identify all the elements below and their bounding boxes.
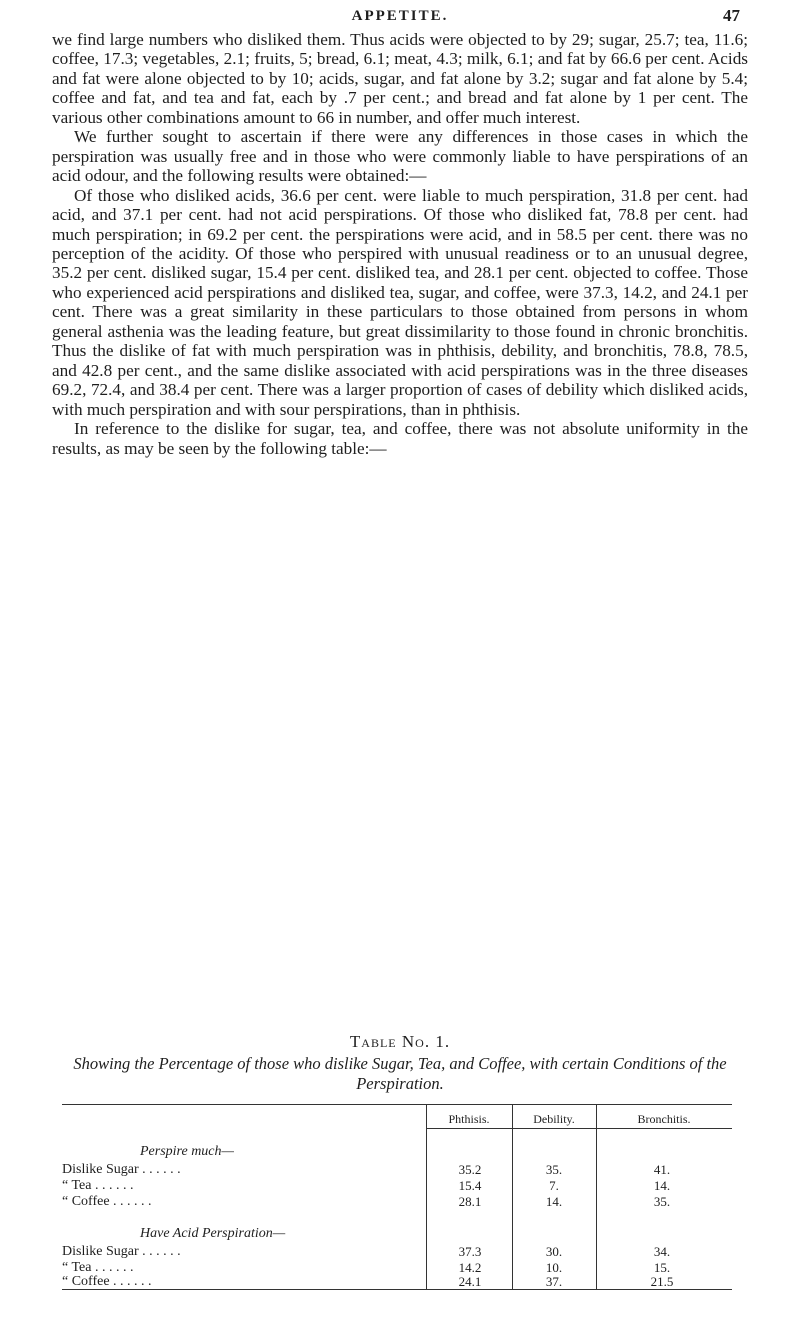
table-cell: 21.5 xyxy=(650,1274,674,1289)
table-title: Table No. 1. xyxy=(349,1032,451,1051)
row-label: “ Coffee . . . . . . xyxy=(62,1194,152,1209)
table-cell: 35.2 xyxy=(458,1162,482,1177)
table-cell: 15.4 xyxy=(458,1178,482,1193)
column-divider xyxy=(426,1104,427,1290)
row-label: Dislike Sugar . . . . . . xyxy=(62,1162,181,1177)
row-label: Dislike Sugar . . . . . . xyxy=(62,1244,181,1259)
column-header-phthisis: Phthisis. xyxy=(448,1112,490,1126)
page-number: 47 xyxy=(723,6,740,25)
table-cell: 35. xyxy=(653,1194,671,1209)
table-cell: 30. xyxy=(545,1244,563,1259)
row-label: “ Tea . . . . . . xyxy=(62,1178,134,1193)
paragraph: In reference to the dislike for sugar, tea, and coffee, there was not absolute uniformity in the results, as may be seen by the following table:— xyxy=(52,419,748,458)
paragraph: We further sought to ascertain if there were any differences in those cases in which the perspiration was usually free and in those who were commonly liable to have perspirations of an acid odour, and the following results were obtained:— xyxy=(52,127,748,186)
percentage-table xyxy=(62,1104,732,1290)
row-label: “ Tea . . . . . . xyxy=(62,1260,134,1275)
table-caption: Showing the Percentage of those who dislike Sugar, Tea, and Coffee, with certain Conditions of the Perspiration. xyxy=(73,1054,727,1093)
table-cell: 34. xyxy=(653,1244,671,1259)
table-top-rule xyxy=(62,1104,732,1105)
table-cell: 37.3 xyxy=(458,1244,482,1259)
group-heading: Perspire much— xyxy=(140,1144,234,1159)
body-text xyxy=(52,30,748,458)
running-head xyxy=(60,8,740,30)
column-header-bronchitis: Bronchitis. xyxy=(637,1112,691,1126)
table-cell: 28.1 xyxy=(458,1194,482,1209)
table-cell: 41. xyxy=(653,1162,671,1177)
table-cell: 24.1 xyxy=(458,1274,482,1289)
running-head-title: APPETITE. xyxy=(351,8,449,24)
paragraph: Of those who disliked acids, 36.6 per cent. were liable to much perspiration, 31.8 per cent. had acid, and 37.1 per cent. had not acid perspirations. Of those who disliked fat, 78.8 per cent. had much perspiration; in 69.2 per cent. the perspirations were acid, and in 58.5 per cent. there was no perception of the acidity. Of those who perspired with unusual readiness or to an unusual degree, 35.2 per cent. disliked sugar, 15.4 per cent. disliked tea, and 28.1 per cent. objected to coffee. Those who experienced acid perspirations and disliked tea, sugar, and coffee, were 37.3, 14.2, and 24.1 per cent. There was a great similarity in these particulars to those obtained from persons in whom general asthenia was the leading feature, but great dissimilarity to those found in chronic bronchitis. Thus the dislike of fat with much perspiration was in phthisis, debility, and bronchitis, 78.8, 78.5, and 42.8 per cent., and the same dislike associated with acid perspirations was in the three diseases 69.2, 72.4, and 38.4 per cent. There was a larger proportion of cases of debility which disliked acids, with much perspiration and with sour perspirations, than in phthisis. xyxy=(52,185,748,419)
table-cell: 35. xyxy=(545,1162,563,1177)
table-cell: 15. xyxy=(653,1260,671,1275)
column-header-debility: Debility. xyxy=(533,1112,575,1126)
column-divider xyxy=(512,1104,513,1290)
table-cell: 14. xyxy=(545,1194,563,1209)
table-cell: 7. xyxy=(549,1178,559,1193)
table-cell: 37. xyxy=(545,1274,563,1289)
header-rule xyxy=(426,1128,732,1129)
row-label: “ Coffee . . . . . . xyxy=(62,1274,152,1289)
paragraph: we find large numbers who disliked them. Thus acids were objected to by 29; sugar, 25.7; tea, 11.6; coffee, 17.3; vegetables, 2.1; fruits, 5; bread, 6.1; meat, 4.3; milk, 6.1; and fat by 66.6 per cent. Acids and fat were alone objected to by 10; acids, sugar, and fat alone by 3.2; sugar and fat alone by 5.4; coffee and fat, and tea and fat, each by .7 per cent.; and bread and fat alone by 1 per cent. The various other combinations amount to 66 in number, and offer much interest. xyxy=(52,30,748,127)
column-divider xyxy=(596,1104,597,1290)
group-heading: Have Acid Perspiration— xyxy=(140,1226,286,1241)
table-cell: 10. xyxy=(545,1260,563,1275)
table-cell: 14. xyxy=(653,1178,671,1193)
table-cell: 14.2 xyxy=(458,1260,482,1275)
